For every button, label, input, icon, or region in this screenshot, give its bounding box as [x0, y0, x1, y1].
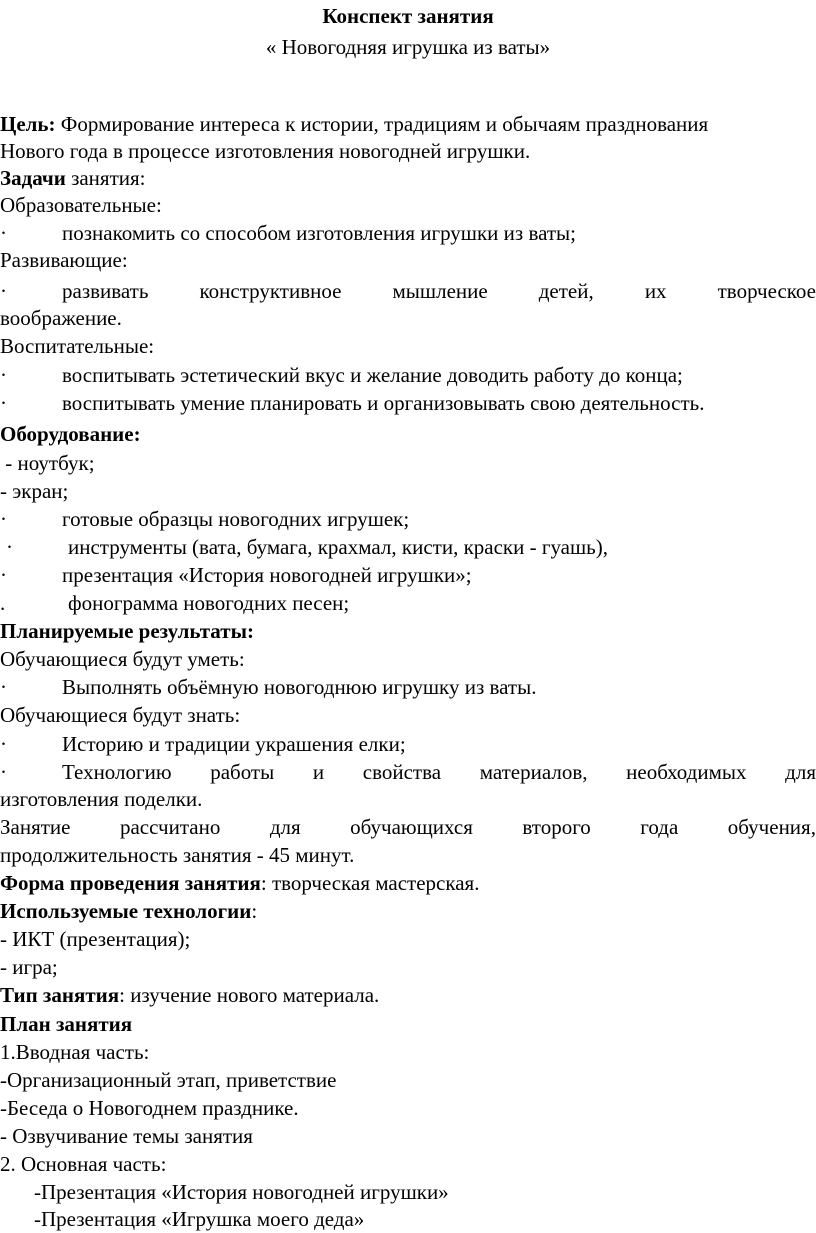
tasks-label: Задачи: [0, 166, 66, 190]
word: детей,: [538, 279, 594, 303]
list-item: [0, 674, 816, 701]
lesson-type-label: Тип занятия: [0, 983, 120, 1007]
bullet-marker: ·: [6, 535, 13, 559]
list-item: [0, 590, 816, 617]
equipment-dash-item: - экран;: [0, 479, 69, 503]
equipment-item: презентация «История новогодней игрушки»;: [62, 563, 472, 587]
list-item: [0, 562, 816, 589]
bullet-marker: ·: [0, 221, 7, 245]
word: конструктивное: [199, 279, 342, 303]
developing-heading: Развивающие:: [0, 248, 128, 272]
plan-main-item: -Презентация «История новогодней игрушки»: [34, 1180, 449, 1204]
equipment-label: Оборудование:: [0, 422, 141, 446]
list-item: [0, 220, 816, 247]
goal-text-2: Нового года в процессе изготовления новогодней игрушки.: [0, 139, 531, 163]
bullet-marker: ·: [0, 507, 7, 531]
word: материалов,: [479, 760, 588, 784]
bullet-marker: .: [0, 591, 6, 615]
upbringing-heading: Воспитательные:: [0, 334, 155, 358]
results-know-item-justified: [62, 759, 816, 786]
plan-main-item: -Презентация «Игрушка моего деда»: [34, 1207, 365, 1231]
equipment-dash-item: - ноутбук;: [0, 451, 95, 475]
equipment-item: инструменты (вата, бумага, крахмал, кисти, краски - гуашь),: [68, 535, 608, 559]
tasks-suffix: занятия:: [71, 166, 146, 190]
word: второго: [522, 815, 591, 839]
equipment-item: фонограмма новогодних песен;: [68, 591, 350, 615]
results-can-do-heading: Обучающиеся будут уметь:: [0, 647, 245, 671]
word: мышление: [392, 279, 488, 303]
word: работы: [210, 760, 275, 784]
goal-line-1: [0, 111, 816, 138]
list-item: [0, 390, 816, 417]
word: обучающихся: [350, 815, 473, 839]
technologies-heading: [0, 898, 816, 925]
word: свойства: [362, 760, 442, 784]
list-item: [0, 731, 816, 758]
word: их: [644, 279, 667, 303]
bullet-marker: ·: [0, 563, 7, 587]
plan-intro-item: -Организационный этап, приветствие: [0, 1068, 337, 1092]
lesson-type-line: [0, 982, 816, 1009]
list-item: [0, 534, 816, 561]
form-label: Форма проведения занятия: [0, 871, 261, 895]
list-item: [0, 759, 816, 786]
word: и: [312, 760, 325, 784]
word: для: [269, 815, 301, 839]
duration-line-2: продолжительность занятия - 45 минут.: [0, 843, 355, 867]
list-item: [0, 278, 816, 305]
word: Технологию: [62, 760, 172, 784]
educational-heading: Образовательные:: [0, 193, 162, 217]
results-can-do-item: Выполнять объёмную новогоднюю игрушку из ваты.: [62, 675, 537, 699]
technologies-item: - ИКТ (презентация);: [0, 927, 191, 951]
plan-intro-item: -Беседа о Новогоднем празднике.: [0, 1096, 299, 1120]
plan-label: План занятия: [0, 1012, 133, 1036]
results-know-item: Историю и традиции украшения елки;: [62, 732, 406, 756]
word: Занятие: [0, 815, 71, 839]
bullet-marker: ·: [0, 391, 7, 415]
bullet-marker: ·: [0, 675, 7, 699]
technologies-label: Используемые технологии: [0, 899, 252, 923]
upbringing-item: воспитывать эстетический вкус и желание доводить работу до конца;: [62, 363, 683, 387]
list-item: [0, 506, 816, 533]
list-item: [0, 362, 816, 389]
word: необходимых: [626, 760, 747, 784]
duration-line-1: [0, 814, 816, 841]
word: развивать: [62, 279, 149, 303]
tasks-heading: [0, 165, 816, 192]
word: обучения,: [727, 815, 816, 839]
word: года: [640, 815, 679, 839]
developing-item-justified: [62, 278, 816, 305]
plan-intro-item: - Озвучивание темы занятия: [0, 1124, 253, 1148]
bullet-marker: ·: [0, 279, 7, 303]
page-subtitle: « Новогодняя игрушка из ваты»: [265, 35, 551, 59]
developing-item-continuation: воображение.: [0, 306, 122, 330]
plan-intro: 1.Вводная часть:: [0, 1040, 150, 1064]
technologies-item: - игра;: [0, 955, 58, 979]
form-text: : творческая мастерская.: [260, 871, 480, 895]
upbringing-item: воспитывать умение планировать и организовывать свою деятельность.: [62, 391, 705, 415]
bullet-marker: ·: [0, 732, 7, 756]
results-know-heading: Обучающиеся будут знать:: [0, 703, 241, 727]
goal-text-1: Формирование интереса к истории, традициям и обычаям празднования: [60, 112, 709, 136]
page-title: Конспект занятия: [322, 4, 494, 28]
technologies-suffix: :: [251, 899, 258, 923]
word: рассчитано: [119, 815, 221, 839]
results-know-item-continuation: изготовления поделки.: [0, 787, 203, 811]
lesson-type-text: : изучение нового материала.: [119, 983, 380, 1007]
equipment-item: готовые образцы новогодних игрушек;: [62, 507, 410, 531]
bullet-marker: ·: [0, 760, 7, 784]
results-label: Планируемые результаты:: [0, 619, 254, 643]
form-line: [0, 870, 816, 897]
word: творческое: [717, 279, 816, 303]
word: для: [785, 760, 816, 784]
plan-main: 2. Основная часть:: [0, 1152, 167, 1176]
goal-label: Цель:: [0, 112, 56, 136]
bullet-marker: ·: [0, 363, 7, 387]
educational-item: познакомить со способом изготовления игрушки из ваты;: [62, 221, 576, 245]
